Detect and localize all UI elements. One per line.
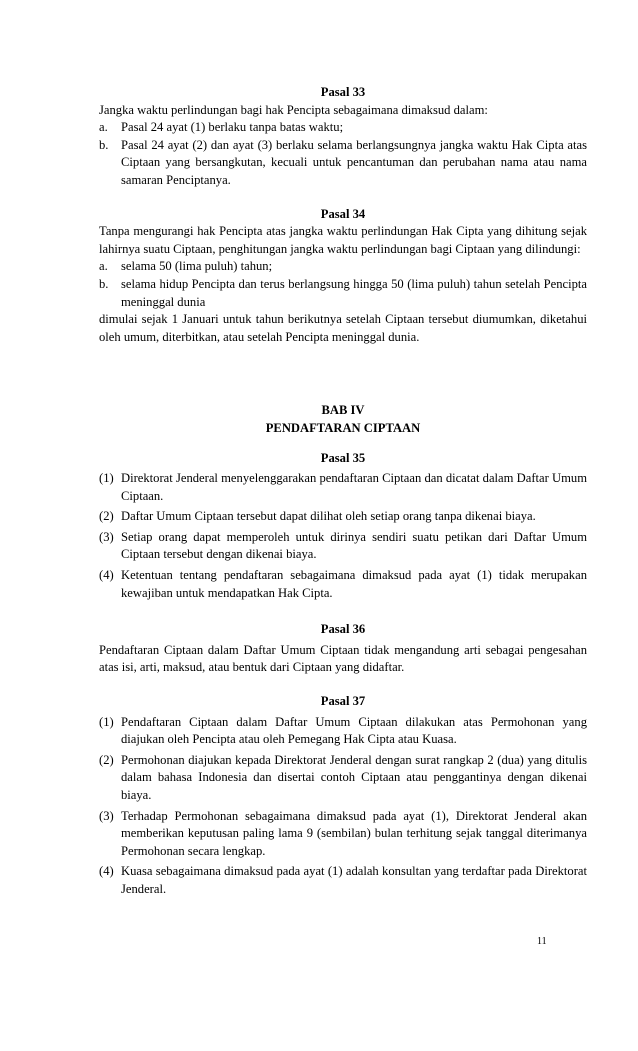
list-marker: (2)	[99, 509, 114, 524]
list-item	[99, 258, 587, 276]
pasal-35-heading: Pasal 35	[320, 450, 366, 465]
list-item	[99, 714, 587, 749]
pasal-36-text: Pendaftaran Ciptaan dalam Daftar Umum Ciptaan tidak mengandung arti sebagai pengesahan atas isi, arti, maksud, atau bentuk dari Ciptaan yang didaftar.	[99, 642, 587, 675]
list-text: Daftar Umum Ciptaan tersebut dapat dilihat oleh setiap orang tanpa dikenai biaya.	[121, 509, 536, 524]
list-item	[99, 119, 587, 137]
pasal-36-heading: Pasal 36	[320, 622, 366, 637]
list-marker: (3)	[99, 529, 114, 544]
pasal-37-heading: Pasal 37	[320, 694, 366, 709]
list-text: selama 50 (lima puluh) tahun;	[121, 259, 273, 274]
chapter-title: PENDAFTARAN CIPTAAN	[265, 420, 421, 435]
pasal-36	[99, 621, 587, 677]
list-item	[99, 567, 587, 602]
list-text: Kuasa sebagaimana dimaksud pada ayat (1) adalah konsultan yang terdaftar pada Direktorat Jenderal.	[121, 864, 587, 896]
list-marker: b.	[99, 276, 109, 291]
list-marker: (4)	[99, 864, 114, 879]
pasal-35	[99, 450, 587, 603]
list-marker: a.	[99, 120, 108, 135]
pasal-33	[99, 84, 587, 190]
list-marker: (1)	[99, 714, 114, 729]
document-page	[99, 84, 587, 902]
list-item	[99, 470, 587, 505]
pasal-34-heading: Pasal 34	[320, 206, 366, 221]
pasal-34	[99, 206, 587, 347]
list-marker: (3)	[99, 808, 114, 823]
list-text: Pendaftaran Ciptaan dalam Daftar Umum Ciptaan dilakukan atas Permohonan yang diajukan oleh Pencipta atau oleh Pemegang Hak Cipta atau Kuasa.	[121, 714, 587, 747]
list-item	[99, 863, 587, 898]
pasal-37	[99, 693, 587, 899]
list-item	[99, 508, 587, 526]
list-text: Pasal 24 ayat (1) berlaku tanpa batas waktu;	[121, 120, 344, 135]
list-marker: (1)	[99, 471, 114, 486]
list-item	[99, 808, 587, 861]
chapter-header	[99, 402, 587, 437]
list-item	[99, 752, 587, 805]
list-marker: (2)	[99, 752, 114, 767]
chapter-number: BAB IV	[321, 403, 365, 418]
pasal-34-closing: dimulai sejak 1 Januari untuk tahun berikutnya setelah Ciptaan tersebut diumumkan, diketahui oleh umum, diterbitkan, atau setelah Pencipta meninggal dunia.	[99, 312, 587, 344]
list-text: Terhadap Permohonan sebagaimana dimaksud pada ayat (1), Direktorat Jenderal akan memberikan keputusan paling lama 9 (sembilan) bulan terhitung sejak tanggal diterimanya Permohonan secara lengkap.	[121, 808, 587, 858]
list-marker: b.	[99, 137, 109, 152]
list-marker: a.	[99, 259, 108, 274]
list-text: Pasal 24 ayat (2) dan ayat (3) berlaku selama berlangsungnya jangka waktu Hak Cipta atas Ciptaan yang bersangkutan, kecuali untuk pencantuman dan perubahan nama atau nama samaran Penciptanya.	[121, 137, 587, 187]
pasal-33-heading: Pasal 33	[320, 85, 366, 99]
pasal-33-intro: Jangka waktu perlindungan bagi hak Pencipta sebagaimana dimaksud dalam:	[99, 102, 488, 117]
pasal-34-intro: Tanpa mengurangi hak Pencipta atas jangka waktu perlindungan Hak Cipta yang dihitung sejak lahirnya suatu Ciptaan, penghitungan jangka waktu perlindungan bagi Ciptaan yang dilindungi:	[99, 224, 587, 256]
list-item	[99, 276, 587, 311]
list-item	[99, 137, 587, 190]
list-text: Permohonan diajukan kepada Direktorat Jenderal dengan surat rangkap 2 (dua) yang ditulis dalam bahasa Indonesia dan disertai contoh Ciptaan atau penggantinya dengan dikenai biaya.	[121, 752, 587, 802]
page-number: 11	[537, 936, 547, 947]
list-text: Ketentuan tentang pendaftaran sebagaimana dimaksud pada ayat (1) tidak merupakan kewajiban untuk mendapatkan Hak Cipta.	[121, 568, 587, 600]
list-text: Setiap orang dapat memperoleh untuk dirinya sendiri suatu petikan dari Daftar Umum Ciptaan tersebut dengan dikenai biaya.	[121, 529, 587, 562]
list-text: selama hidup Pencipta dan terus berlangsung hingga 50 (lima puluh) tahun setelah Pencipta meninggal dunia	[121, 276, 587, 309]
list-marker: (4)	[99, 568, 114, 583]
list-text: Direktorat Jenderal menyelenggarakan pendaftaran Ciptaan dan dicatat dalam Daftar Umum Ciptaan.	[121, 471, 587, 503]
list-item	[99, 529, 587, 564]
